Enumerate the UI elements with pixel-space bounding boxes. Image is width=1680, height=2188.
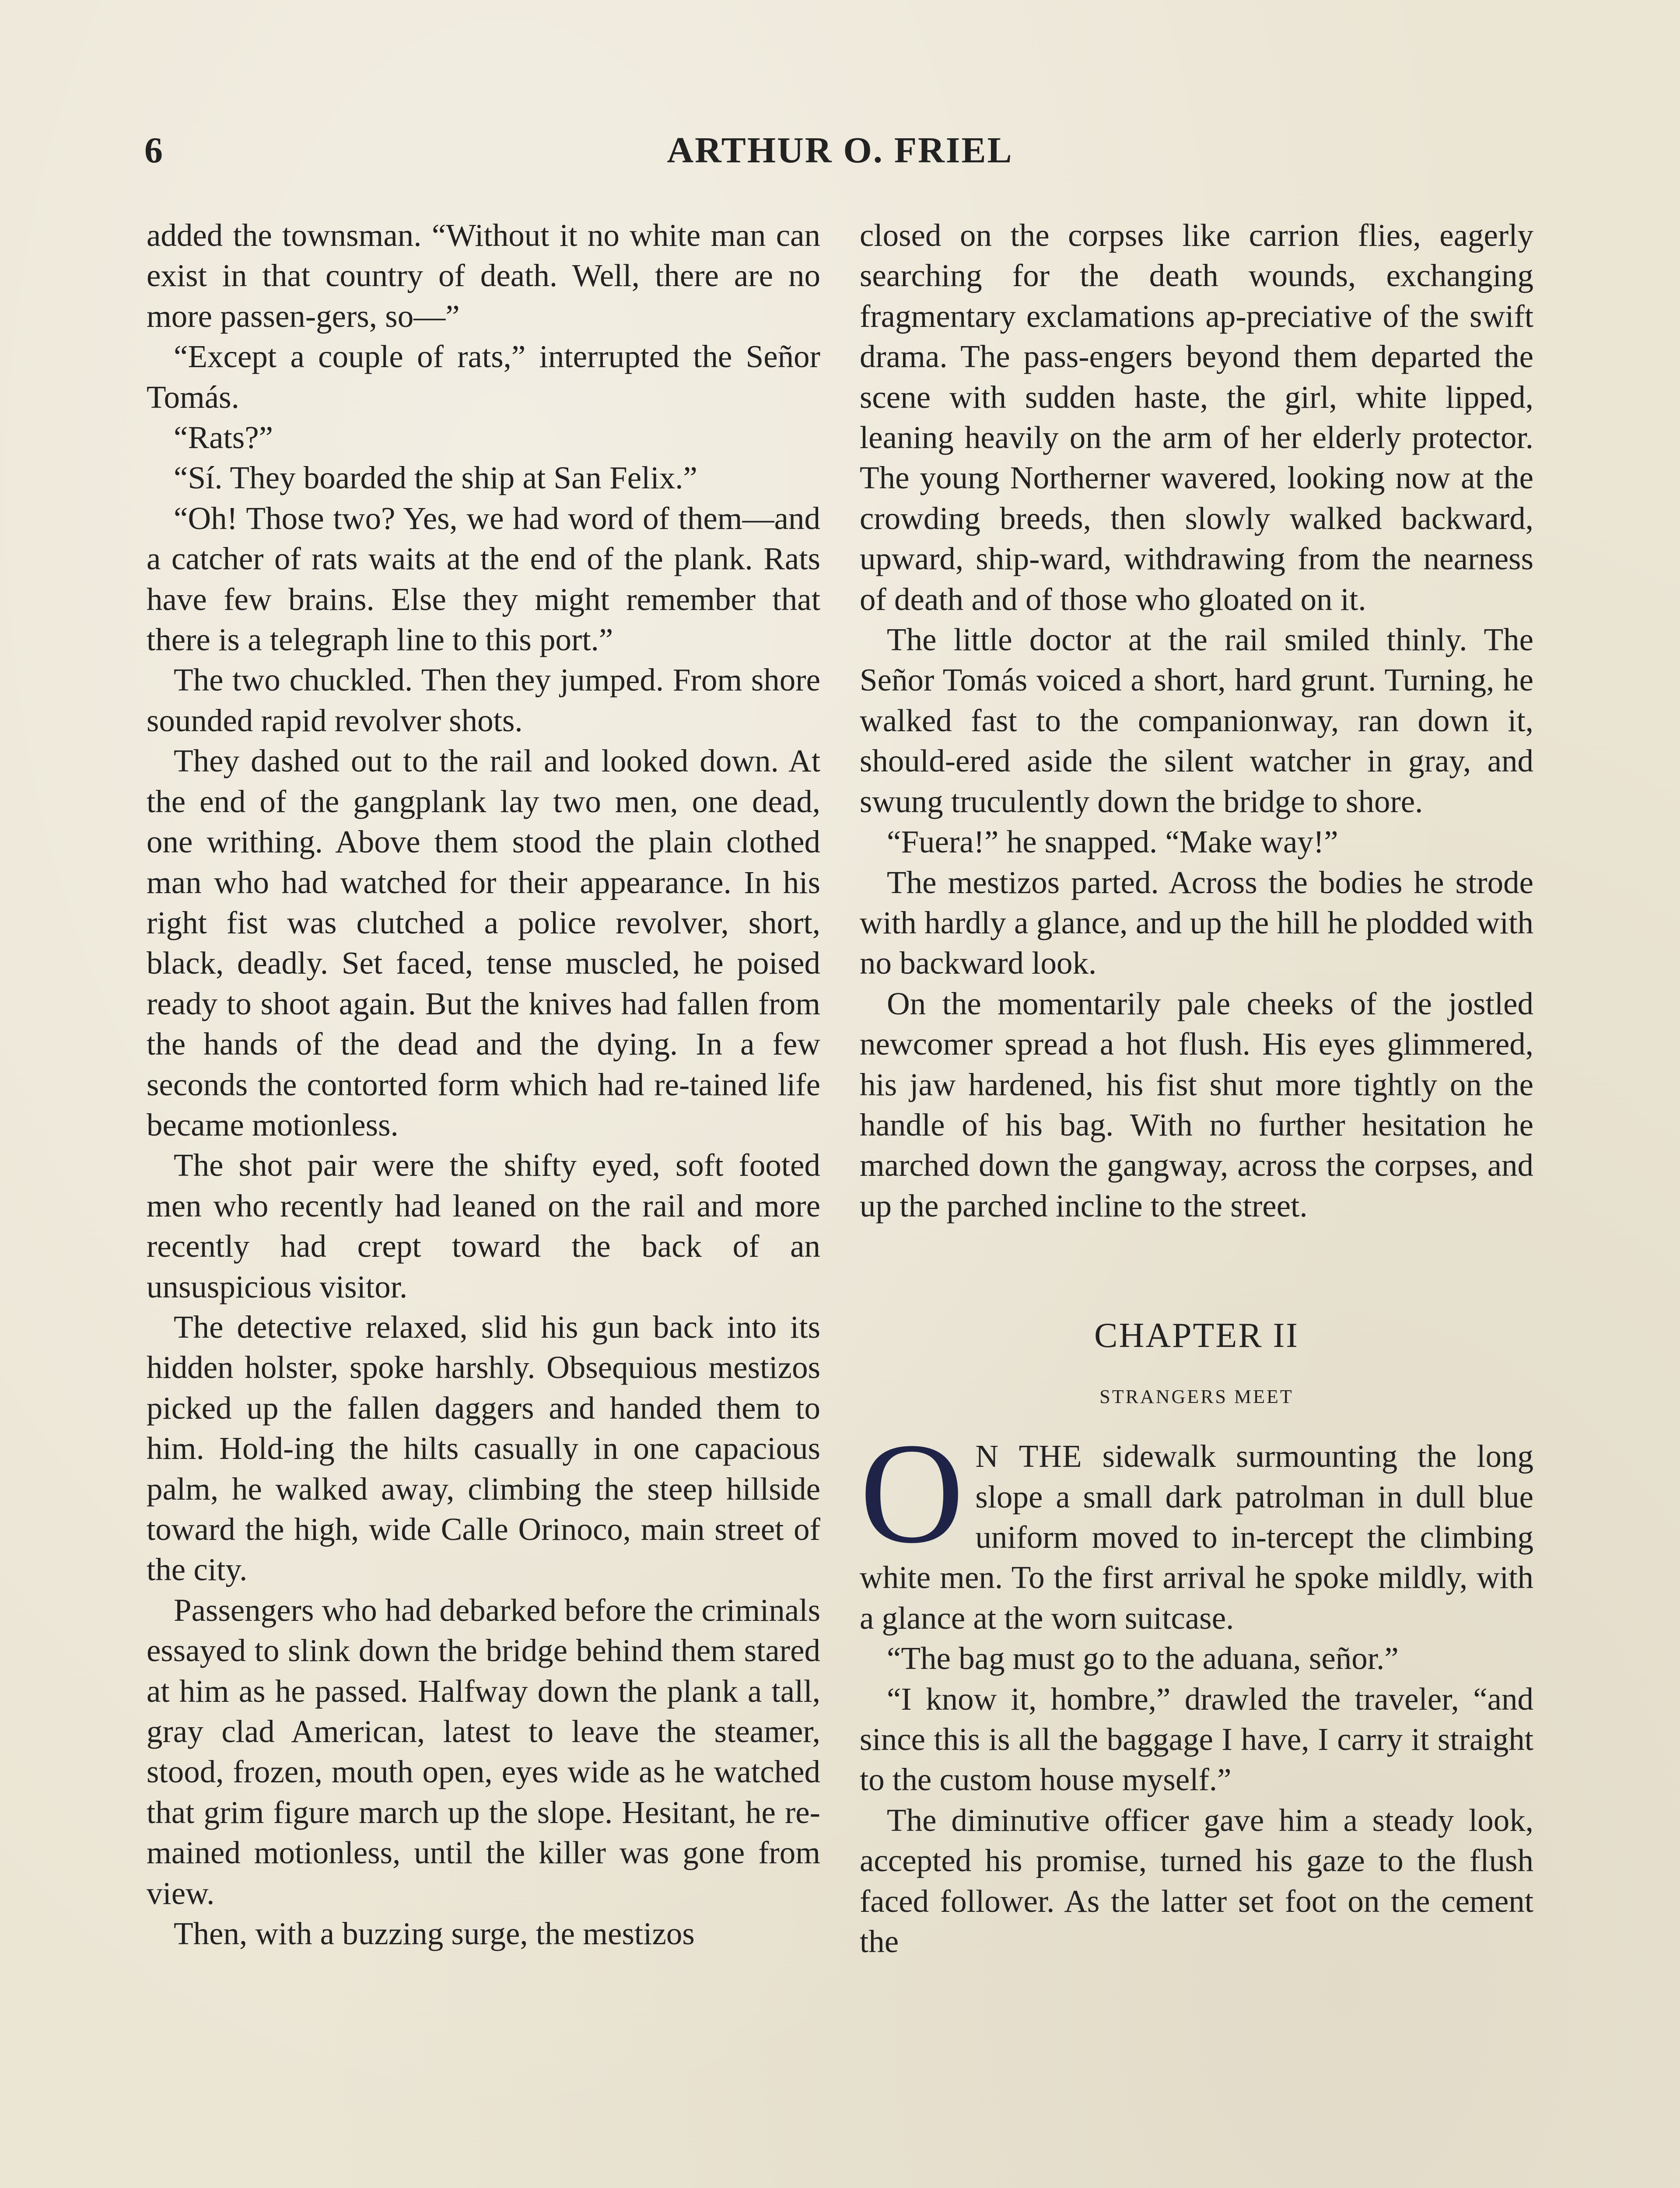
paragraph: “Sí. They boarded the ship at San Felix.” xyxy=(174,460,697,496)
paragraph: closed on the corpses like carrion flies, eagerly searching for the death wounds, exchanging fragmentary exclamations ap-preciative of the swift drama. The pass-engers beyond them departed the scene with sudden haste, the girl, white lipped, leaning heavily on the arm of her elderly protector. The young Northerner wavered, looking now at the crowding breeds, then slowly walked backward, upward, ship-ward, withdrawing from the nearness of death and of those who gloated on it. xyxy=(860,217,1533,617)
opening-text: sidewalk surmounting the long slope a small dark patrolman in dull blue uniform moved to in-tercept the climbing white men. To the first arrival he spoke mildly, with a glance at the worn suitcase. xyxy=(860,1438,1533,1636)
left-column xyxy=(147,215,820,1954)
paragraph: The mestizos parted. Across the bodies he strode with hardly a glance, and up the hill he plodded with no backward look. xyxy=(860,864,1533,981)
drop-cap: O xyxy=(860,1413,964,1574)
paragraph: “Oh! Those two? Yes, we had word of them—and a catcher of rats waits at the end of the plank. Rats have few brains. Else they might remember that there is a telegraph line to this port.” xyxy=(147,500,820,658)
right-column xyxy=(860,215,1533,1962)
paragraph: The little doctor at the rail smiled thinly. The Señor Tomás voiced a short, hard grunt. Turning, he walked fast to the companionway, ran down it, should-ered aside the silent watcher in gray, and swung truculently down the bridge to shore. xyxy=(860,622,1533,819)
paragraph: The detective relaxed, slid his gun back into its hidden holster, spoke harshly. Obsequious mestizos picked up the fallen daggers and handed them to him. Hold-ing the hilts casually in one capacious palm, he walked away, climbing the steep hillside toward the high, wide Calle Orinoco, main street of the city. xyxy=(147,1309,820,1588)
paragraph: “Except a couple of rats,” interrupted the Señor Tomás. xyxy=(147,339,820,415)
opening-small-caps: N THE xyxy=(975,1438,1082,1474)
paragraph: “The bag must go to the aduana, señor.” xyxy=(887,1641,1399,1676)
chapter-opening-paragraph xyxy=(860,1413,1533,1638)
paragraph: On the momentarily pale cheeks of the jostled newcomer spread a hot flush. His eyes glimmered, his jaw hardened, his fist shut more tightly on the handle of his bag. With no further hesitation he marched down the gangway, across the corpses, and up the parched incline to the street. xyxy=(860,985,1533,1224)
running-head: ARTHUR O. FRIEL xyxy=(667,130,1013,171)
paragraph: “Rats?” xyxy=(174,420,273,456)
chapter-subtitle: STRANGERS MEET xyxy=(1099,1386,1294,1408)
paragraph: added the townsman. “Without it no white man can exist in that country of death. Well, there are no more passen-gers, so—” xyxy=(147,217,820,334)
paragraph: “I know it, hombre,” drawled the traveler, “and since this is all the baggage I have, I carry it straight to the custom house myself.” xyxy=(860,1681,1533,1798)
paragraph: “Fuera!” he snapped. “Make way!” xyxy=(887,824,1338,860)
paragraph: Then, with a buzzing surge, the mestizos xyxy=(174,1916,695,1952)
paragraph: Passengers who had debarked before the criminals essayed to slink down the bridge behind them stared at him as he passed. Halfway down the plank a tall, gray clad American, latest to leave the steamer, stood, frozen, mouth open, eyes wide as he watched that grim figure march up the slope. Hesitant, he re-mained motionless, until the killer was gone from view. xyxy=(147,1592,820,1911)
paragraph: The diminutive officer gave him a steady look, accepted his promise, turned his gaze to the flush faced follower. As the latter set foot on the cement the xyxy=(860,1802,1533,1960)
paragraph: The shot pair were the shifty eyed, soft footed men who recently had leaned on the rail and more recently had crept toward the back of an unsuspicious visitor. xyxy=(147,1147,820,1304)
chapter-title: CHAPTER II xyxy=(1094,1316,1299,1355)
paragraph: They dashed out to the rail and looked down. At the end of the gangplank lay two men, one dead, one writhing. Above them stood the plain clothed man who had watched for their appearance. In his right fist was clutched a police revolver, short, black, deadly. Set faced, tense muscled, he poised ready to shoot again. But the knives had fallen from the hands of the dead and the dying. In a few seconds the contorted form which had re-tained life became motionless. xyxy=(147,743,820,1143)
page-number: 6 xyxy=(144,130,163,171)
paragraph: The two chuckled. Then they jumped. From shore sounded rapid revolver shots. xyxy=(147,662,820,738)
